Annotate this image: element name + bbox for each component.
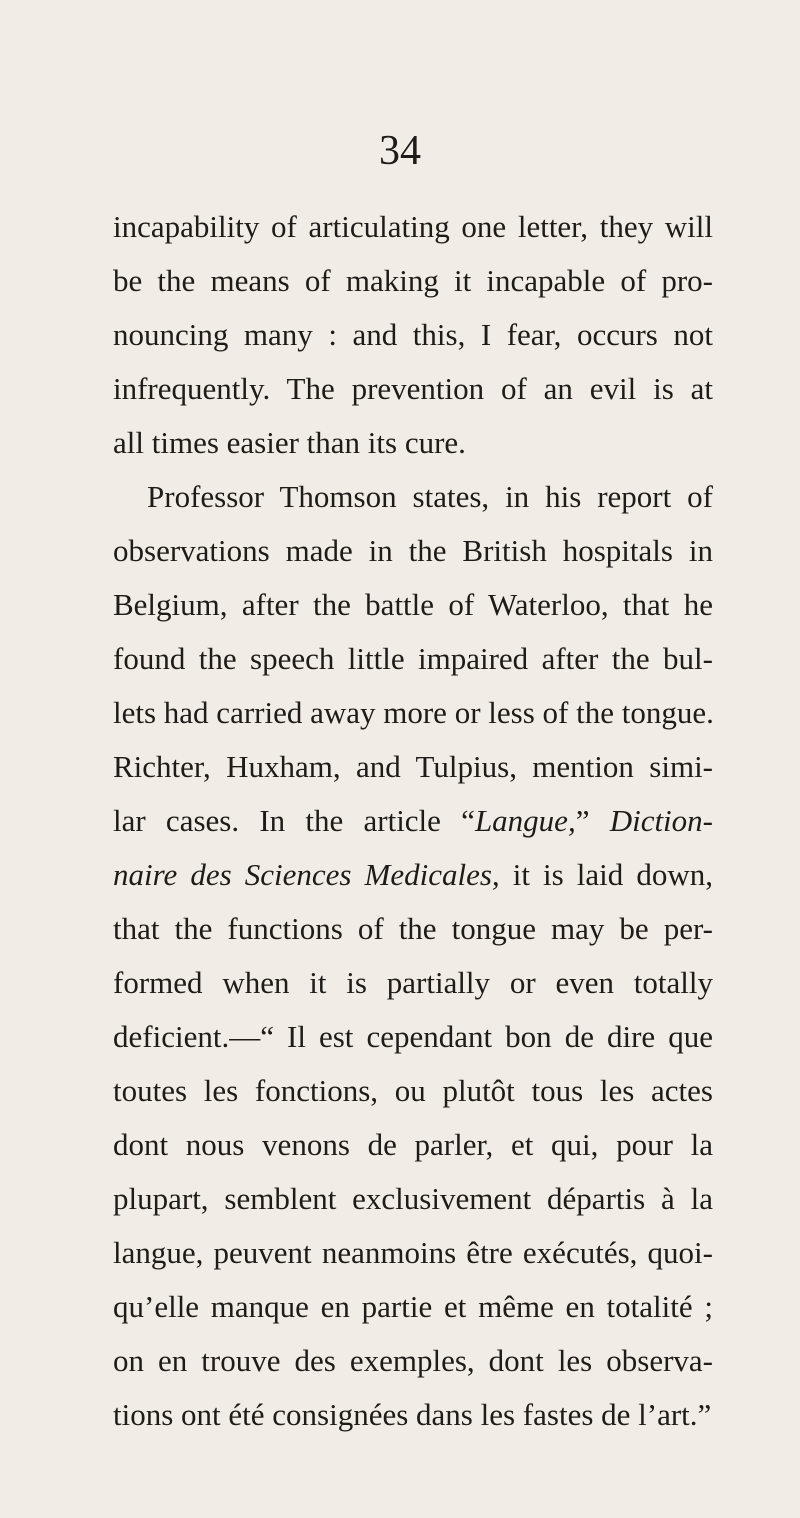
italic-title-run: Langue, <box>474 803 576 838</box>
text-line: that the functions of the tongue may be per- <box>113 911 713 946</box>
text-line <box>113 794 713 848</box>
text-line: Richter, Huxham, and Tulpius, mention simi- <box>113 749 713 784</box>
text-line: all times easier than its cure. <box>113 425 466 460</box>
text-line: qu’elle manque en partie et même en totalité ; <box>113 1289 713 1324</box>
text-line: lets had carried away more or less of the tongue. <box>113 695 714 730</box>
text-line: Belgium, after the battle of Waterloo, that he <box>113 587 713 622</box>
text-line: deficient.—“ Il est cependant bon de dire que <box>113 1019 713 1054</box>
text-run: it is laid down, <box>499 857 713 892</box>
italic-title-run: naire des Sciences Medicales, <box>113 857 500 892</box>
page-number: 34 <box>379 128 421 174</box>
text-line: toutes les fonctions, ou plutôt tous les actes <box>113 1073 713 1108</box>
text-line: incapability of articulating one letter, they will <box>113 209 713 244</box>
text-run: lar cases. In the article “ <box>113 803 475 838</box>
text-line: Professor Thomson states, in his report of <box>147 479 713 514</box>
italic-title-run: Diction- <box>609 803 713 838</box>
text-line: plupart, semblent exclusivement départis à la <box>113 1181 713 1216</box>
text-line: formed when it is partially or even totally <box>113 965 713 1000</box>
text-line: dont nous venons de parler, et qui, pour la <box>113 1127 713 1162</box>
text-line: found the speech little impaired after the bul- <box>113 641 713 676</box>
body-text <box>113 200 713 1442</box>
text-run: ” <box>575 803 610 838</box>
text-line <box>113 848 713 902</box>
text-line: observations made in the British hospitals in <box>113 533 713 568</box>
text-line: be the means of making it incapable of pro- <box>113 263 713 298</box>
text-line: nouncing many : and this, I fear, occurs not <box>113 317 713 352</box>
text-line: tions ont été consignées dans les fastes de l’art.” <box>113 1397 712 1432</box>
text-line: on en trouve des exemples, dont les observa- <box>113 1343 713 1378</box>
text-line: langue, peuvent neanmoins être exécutés, quoi- <box>113 1235 713 1270</box>
text-line: infrequently. The prevention of an evil is at <box>113 371 713 406</box>
